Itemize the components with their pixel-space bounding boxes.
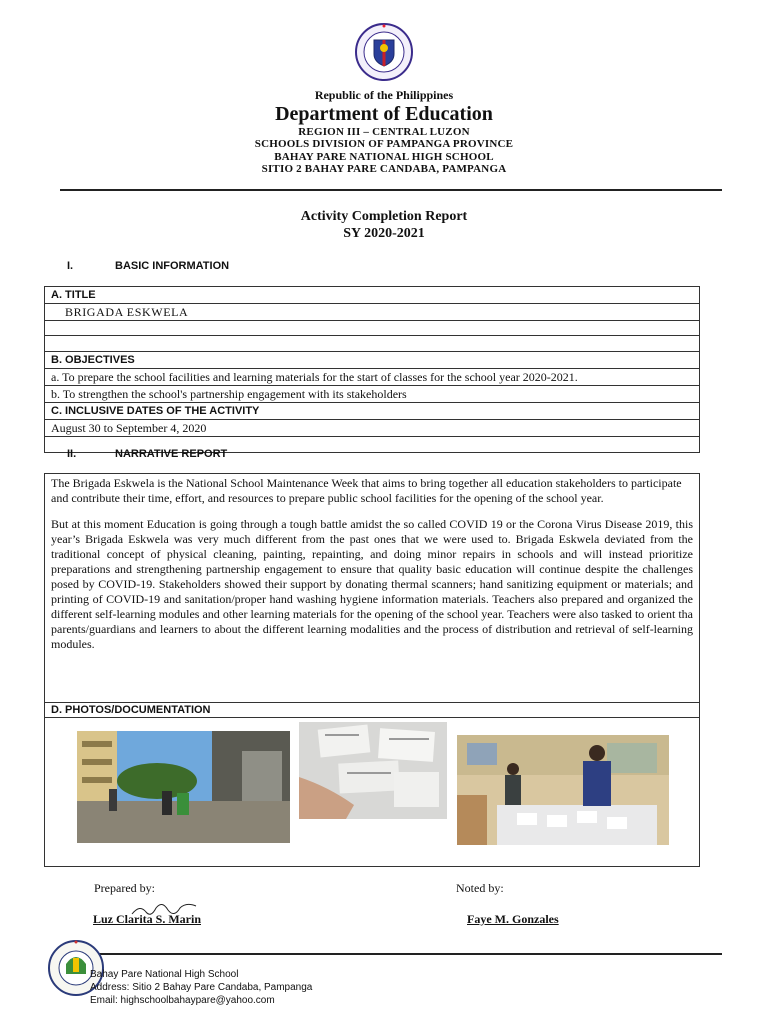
footer-address: Address: Sitio 2 Bahay Pare Candaba, Pampanga bbox=[90, 982, 313, 993]
header-divider bbox=[60, 189, 722, 191]
objectives-label: B. OBJECTIVES bbox=[45, 352, 699, 369]
footer-school-name: Bahay Pare National High School bbox=[90, 969, 239, 980]
republic-line: Republic of the Philippines bbox=[314, 88, 454, 102]
photos-label: D. PHOTOS/DOCUMENTATION bbox=[45, 703, 699, 718]
noted-by-name: Faye M. Gonzales bbox=[467, 912, 559, 926]
dates-value: August 30 to September 4, 2020 bbox=[45, 420, 699, 437]
section-label: BASIC INFORMATION bbox=[115, 260, 230, 272]
report-title: Activity Completion Report bbox=[300, 209, 468, 224]
narrative-paragraph-1: The Brigada Eskwela is the National School Maintenance Week that aims to bring together all education stakeholders to participate and contribute their time, effort, and resources to prepare public school facilities for the opening of the school year. bbox=[51, 476, 682, 505]
blank-row bbox=[45, 336, 699, 352]
school-line: BAHAY PARE NATIONAL HIGH SCHOOL bbox=[274, 151, 494, 163]
blank-row bbox=[45, 321, 699, 336]
photo-school-grounds bbox=[77, 731, 290, 843]
narrative-box bbox=[44, 473, 700, 703]
title-value: BRIGADA ESKWELA bbox=[45, 304, 699, 321]
objective-b: b. To strengthen the school's partnership engagement with its stakeholders bbox=[45, 386, 699, 403]
footer-email: Email: highschoolbahaypare@yahoo.com bbox=[90, 995, 275, 1006]
department-title: Department of Education bbox=[275, 103, 493, 125]
region-line: REGION III – CENTRAL LUZON bbox=[298, 126, 470, 138]
section-basic-information bbox=[67, 260, 229, 272]
prepared-by-name: Luz Clarita S. Marin bbox=[93, 912, 201, 926]
address-line: SITIO 2 BAHAY PARE CANDABA, PAMPANGA bbox=[261, 163, 507, 175]
division-line: SCHOOLS DIVISION OF PAMPANGA PROVINCE bbox=[254, 138, 514, 150]
noted-by-label: Noted by: bbox=[456, 881, 504, 895]
dates-label: C. INCLUSIVE DATES OF THE ACTIVITY bbox=[45, 403, 699, 420]
section-number: I. bbox=[67, 260, 74, 272]
photo-learning-modules bbox=[299, 722, 447, 819]
report-school-year: SY 2020-2021 bbox=[343, 226, 425, 241]
narrative-paragraph-2: But at this moment Education is going through a tough battle amidst the so called COVID 19 or the Corona Virus Disease 2019, this year’s Brigada Eskwela was very much different from the past ones that we were used to. Brigada Eskwela deviated from the traditional concept of physical cleaning, painting, repainting, and doing minor repairs in schools and will instead prioritize preparations and strengthening partnership engagement to ensure that quality basic education will continue despite the challenges posed by COVID-19. Stakeholders showed their support by donating thermal scanners; hand sanitizing equipment or materials; and printing of COVID-19 and sanitation/proper hand washing hygiene information materials. Teachers also prepared and organized the different self-learning modules and other learning materials for the opening of the school year. Teachers were also tasked to orient tha parents/guardians and learners to about the different learning modalities and the process of distribution and retrieval of self-learning modules. bbox=[51, 517, 693, 651]
photo-teachers-preparing bbox=[457, 735, 669, 845]
section-number: II. bbox=[67, 448, 77, 460]
objective-a: a. To prepare the school facilities and learning materials for the start of classes for the school year 2020-2021. bbox=[45, 369, 699, 386]
basic-information-table bbox=[44, 286, 700, 453]
footer-divider bbox=[60, 953, 722, 955]
deped-seal-logo bbox=[349, 22, 419, 82]
prepared-by-label: Prepared by: bbox=[94, 881, 155, 895]
title-label: A. TITLE bbox=[45, 287, 699, 304]
photos-section bbox=[44, 702, 700, 867]
section-narrative-report bbox=[67, 448, 227, 460]
section-label: NARRATIVE REPORT bbox=[115, 448, 228, 460]
